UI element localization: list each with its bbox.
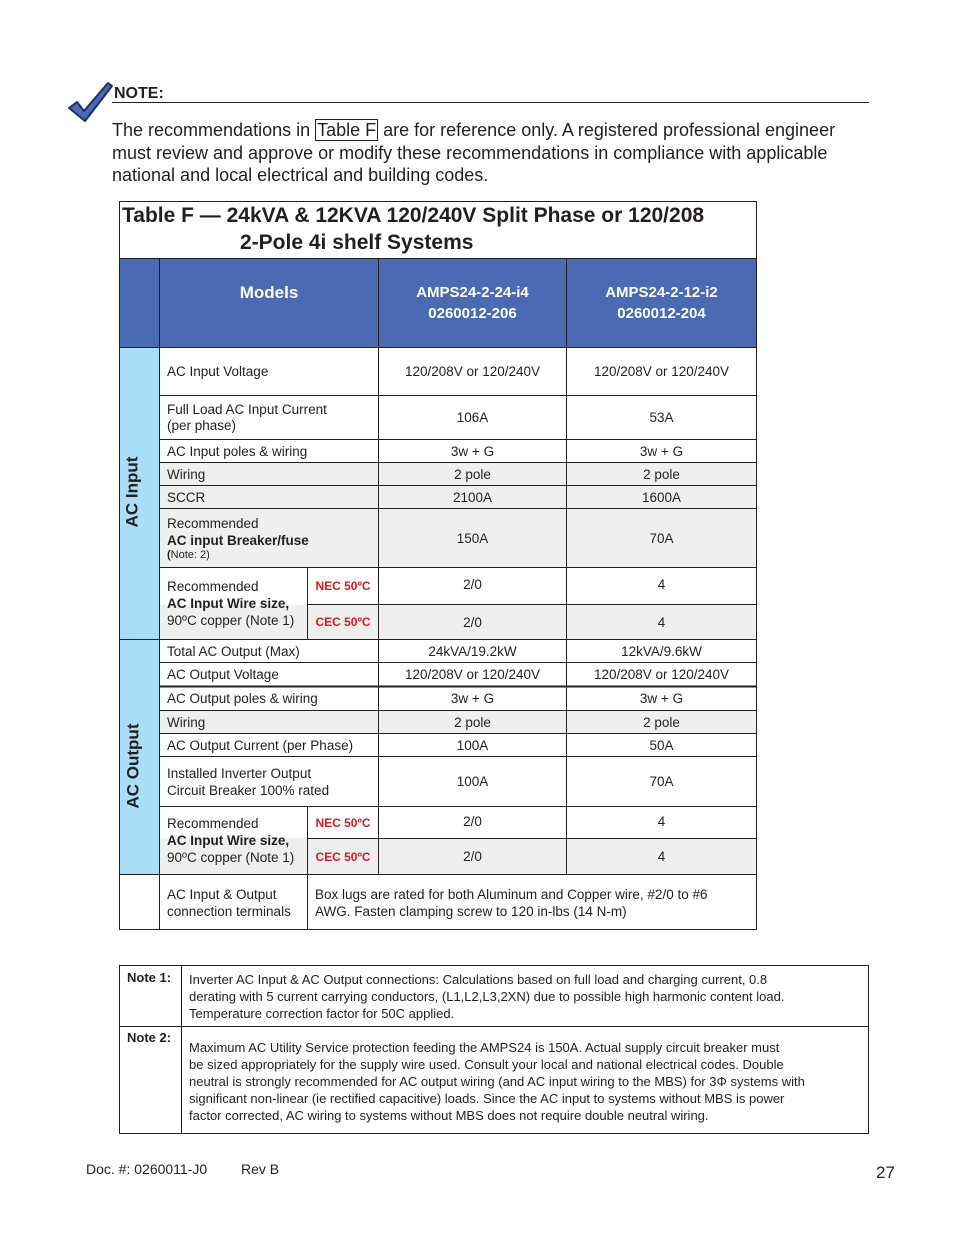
- in-current-v2: 53A: [649, 410, 674, 425]
- out-cec-v2: 4: [657, 849, 666, 864]
- in-current-label: Full Load AC Input Current (per phase): [167, 401, 327, 433]
- model1-part: 0260012-206: [428, 304, 517, 322]
- in-nec-v1: 2/0: [463, 577, 482, 592]
- out-poles-v2: 3w + G: [639, 691, 684, 706]
- model2-name: AMPS24-2-12-i2: [605, 283, 718, 301]
- note-text-before: The recommendations in: [112, 120, 316, 140]
- out-wiring-v1: 2 pole: [454, 714, 491, 730]
- in-sccr-v1: 2100A: [452, 489, 493, 505]
- out-nec-label: NEC 50ºC: [315, 815, 371, 830]
- in-poles-v1: 3w + G: [450, 443, 495, 459]
- out-voltage-v1: 120/208V or 120/240V: [404, 667, 541, 682]
- out-breaker-v2: 70A: [649, 774, 674, 789]
- in-voltage-v1: 120/208V or 120/240V: [404, 364, 541, 379]
- out-nec-v2: 4: [657, 814, 666, 829]
- out-total-v1: 24kVA/19.2kW: [428, 643, 517, 659]
- ac-output-label: AC Output: [123, 723, 143, 809]
- notes-table: [119, 965, 869, 1134]
- note-text-after: are for reference only. A registered professional engineer must review and approve or modify these recommendations in compliance with applicable national and local electrical and building codes.: [112, 120, 836, 185]
- in-cec-v1: 2/0: [463, 614, 482, 630]
- in-breaker-v1: 150A: [456, 530, 489, 546]
- out-poles-v1: 3w + G: [450, 691, 495, 706]
- table-title: [119, 201, 757, 259]
- revision: Rev B: [241, 1161, 280, 1177]
- in-poles-label: AC Input poles & wiring: [167, 443, 308, 459]
- ac-input-label: AC Input: [122, 456, 142, 528]
- in-wire-label: Recommended AC Input Wire size, 90ºC copper (Note 1): [167, 579, 295, 628]
- out-wiring-label: Wiring: [167, 714, 206, 730]
- in-current-v1: 106A: [456, 410, 489, 425]
- out-current-v2: 50A: [649, 737, 674, 753]
- note-divider: [112, 102, 869, 103]
- note1-text: Inverter AC Input & AC Output connections: Calculations based on full load and charging current, 0.8 derating with 5 current carrying conductors, (L1,L2,L3,2XN) due to possible high harmonic content load. Temperature correction factor for 50C applied.: [189, 972, 785, 1021]
- model2-part: 0260012-204: [617, 304, 706, 322]
- in-nec-v2: 4: [657, 577, 666, 592]
- out-total-label: Total AC Output (Max): [167, 643, 300, 659]
- in-breaker-label: Recommended AC input Breaker/fuse (Note: 2): [167, 515, 309, 561]
- note2-text: Maximum AC Utility Service protection feeding the AMPS24 is 150A. Actual supply circuit breaker must be sized appropriately for the supply wire used. Consult your local and national electrical codes. Double neutral is strongly recommended for AC output wiring (and AC input wiring to the MBS) for 3Φ systems with significant non-linear (ie rectified capacitive) loads. Since the AC input to systems without MBS is power factor corrected, AC wiring to systems without MBS does not require double neutral wiring.: [189, 1040, 805, 1123]
- note-heading: NOTE:: [114, 85, 164, 102]
- spec-table: [119, 258, 757, 930]
- in-wiring-v2: 2 pole: [643, 466, 680, 482]
- out-nec-v1: 2/0: [463, 814, 482, 829]
- out-breaker-label: Installed Inverter Output Circuit Breaker 100% rated: [167, 765, 330, 798]
- table-f-link[interactable]: Table F: [317, 120, 377, 140]
- out-current-v1: 100A: [456, 737, 489, 753]
- in-wiring-v1: 2 pole: [454, 466, 491, 482]
- note-body: [112, 119, 872, 187]
- in-poles-v2: 3w + G: [639, 443, 684, 459]
- out-wire-label: Recommended AC Input Wire size, 90ºC copper (Note 1): [167, 816, 295, 865]
- terminals-text: Box lugs are rated for both Aluminum and Copper wire, #2/0 to #6 AWG. Fasten clamping screw to 120 in-lbs (14 N-m): [315, 886, 708, 919]
- out-current-label: AC Output Current (per Phase): [167, 737, 354, 753]
- in-cec-v2: 4: [657, 614, 666, 630]
- in-nec-label: NEC 50ºC: [315, 579, 371, 593]
- note2-label: Note 2:: [127, 1030, 172, 1045]
- page-number: 27: [876, 1163, 895, 1182]
- table-title-line2: 2-Pole 4i shelf Systems: [240, 231, 474, 254]
- note1-label: Note 1:: [127, 970, 172, 985]
- terminals-label: AC Input & Output connection terminals: [167, 886, 291, 919]
- out-wiring-v2: 2 pole: [643, 714, 680, 730]
- model1-name: AMPS24-2-24-i4: [416, 283, 529, 301]
- out-cec-label: CEC 50ºC: [315, 849, 371, 864]
- in-wiring-label: Wiring: [167, 466, 206, 482]
- in-breaker-v2: 70A: [649, 530, 674, 546]
- out-voltage-label: AC Output Voltage: [167, 667, 279, 682]
- out-voltage-v2: 120/208V or 120/240V: [593, 667, 730, 682]
- header-models: Models: [160, 258, 378, 347]
- in-cec-label: CEC 50ºC: [315, 615, 371, 629]
- table-title-line1: Table F — 24kVA & 12KVA 120/240V Split Phase or 120/208: [122, 204, 705, 227]
- in-sccr-label: SCCR: [167, 489, 206, 505]
- in-voltage-label: AC Input Voltage: [167, 364, 269, 379]
- out-cec-v1: 2/0: [463, 849, 482, 864]
- doc-number: Doc. #: 0260011-J0: [86, 1161, 208, 1177]
- in-sccr-v2: 1600A: [641, 489, 682, 505]
- in-voltage-v2: 120/208V or 120/240V: [593, 364, 730, 379]
- checkmark-icon: [66, 80, 114, 124]
- out-poles-label: AC Output poles & wiring: [167, 691, 318, 706]
- out-breaker-v1: 100A: [456, 774, 489, 789]
- out-total-v2: 12kVA/9.6kW: [621, 643, 702, 659]
